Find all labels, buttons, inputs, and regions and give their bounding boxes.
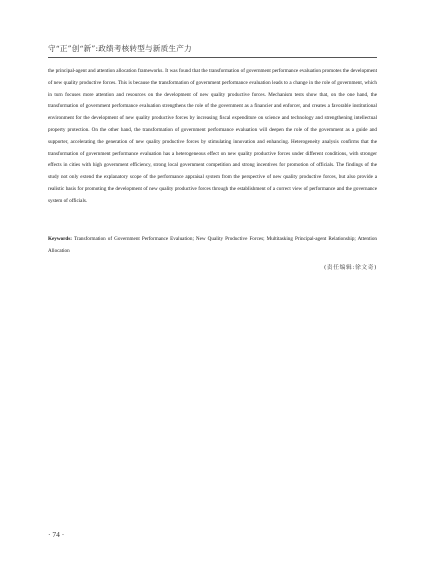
keywords-label: Keywords:: [48, 236, 72, 242]
editor-note: (责任编辑:徐文奇): [323, 265, 377, 271]
keywords-text: Transformation of Government Performance Evaluation; New Quality Productive Forces; Multitasking Principal-agent Relationship; Attention Allocation: [48, 236, 377, 254]
running-header: 守“正”创“新”:政绩考核转型与新质生产力: [48, 44, 192, 53]
header-divider: [48, 57, 377, 58]
abstract-body: the principal-agent and attention allocation frameworks. It was found that the transformation of government performance evaluation promotes the development of new quality productive forces. This is because the transformation of government performance evaluation leads to a change in the role of government, which in turn focuses more attention and resources on the development of new quality productive forces. Mechanism tests show that, on the one hand, the transformation of government performance evaluation strengthens the role of the government as a financier and enforcer, and creates a favorable institutional environment for the development of new quality productive forces by increasing fiscal expenditure on science and technology and strengthening intellectual property protection. On the other hand, the transformation of government performance evaluation will deepen the role of the government as a guide and supporter, accelerating the generation of new quality productive forces by stimulating innovation and enhancing. Heterogeneity analysis confirms that the transformation of government performance evaluation has a heterogeneous effect on new quality productive forces under different conditions, with stronger effects in cities with high government efficiency, strong local government competition and strong incentives for promotion of officials. The findings of the study not only extend the explanatory scope of the performance appraisal system from the perspective of new quality productive forces, but also provide a realistic basis for promoting the development of new quality productive forces through the establishment of a correct view of performance and the governance system of officials.: [48, 68, 377, 204]
keywords-paragraph: [48, 234, 377, 258]
page-number: · 74 ·: [48, 530, 65, 539]
